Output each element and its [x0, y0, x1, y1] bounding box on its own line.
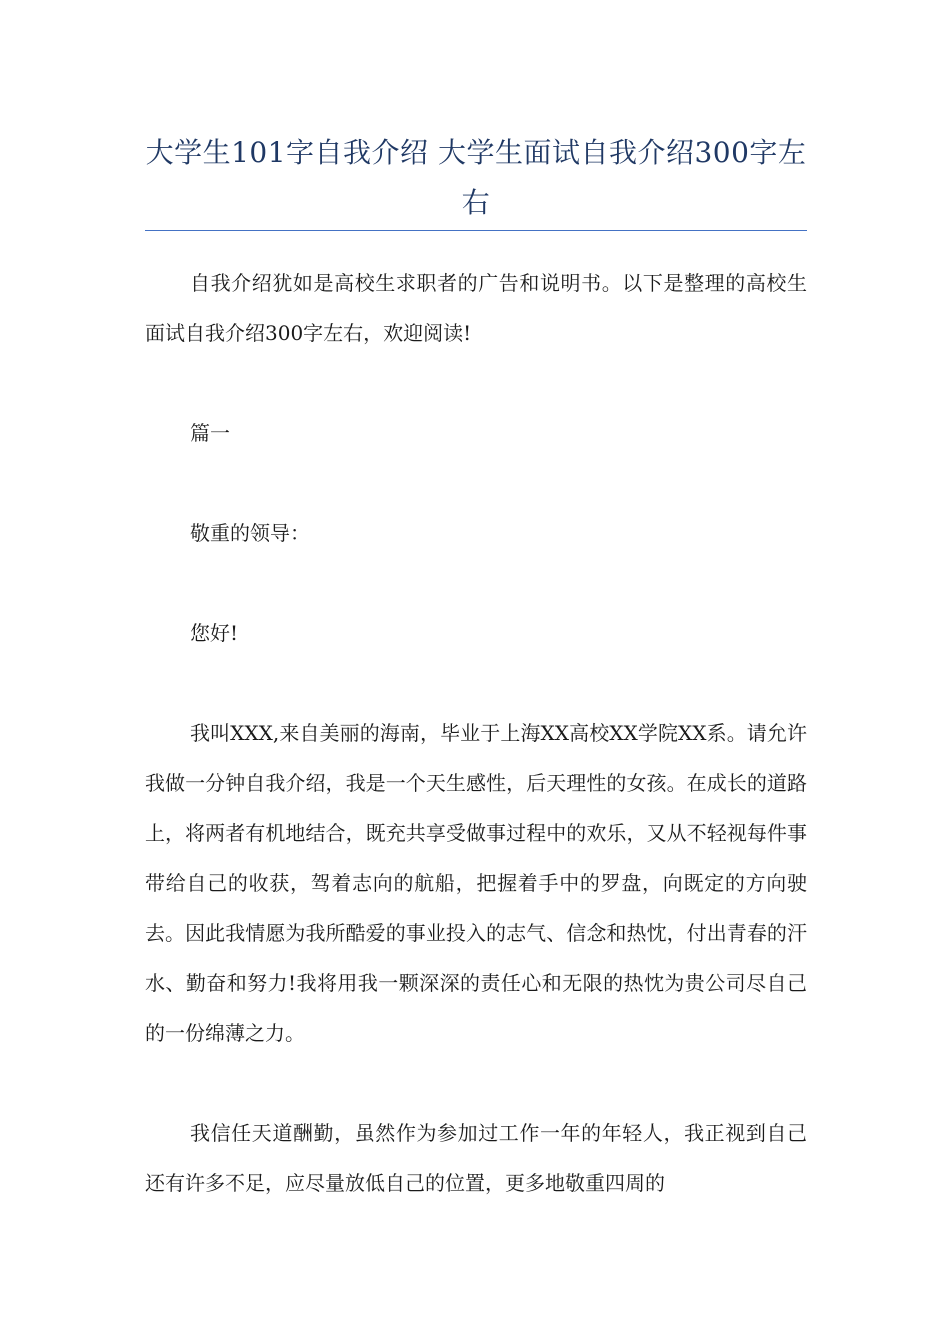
greeting: 您好! [190, 621, 239, 645]
body-paragraph: 我叫XXX,来自美丽的海南，毕业于上海XX高校XX学院XX系。请允许我做一分钟自我介绍，我是一个天生感性，后天理性的女孩。在成长的道路上，将两者有机地结合，既充共享受做事过程中的欢乐，又从不轻视每件事带给自己的收获，驾着志向的航船，把握着手中的罗盘，向既定的方向驶去。因此我情愿为我所酷爱的事业投入的志气、信念和热忱，付出青春的汗水、勤奋和努力!我将用我一颗深深的责任心和无限的热忱为贵公司尽自己的一份绵薄之力。 [145, 721, 807, 1045]
page-title: 大学生101字自我介绍 大学生面试自我介绍300字左右 [145, 136, 807, 219]
title-divider [145, 230, 807, 231]
section-heading: 篇一 [190, 421, 230, 445]
salutation: 敬重的领导： [190, 521, 310, 545]
body-paragraph: 我信任天道酬勤，虽然作为参加过工作一年的年轻人，我正视到自己还有许多不足，应尽量放低自己的位置，更多地敬重四周的 [145, 1121, 807, 1195]
intro-paragraph: 自我介绍犹如是高校生求职者的广告和说明书。以下是整理的高校生面试自我介绍300字左右，欢迎阅读! [145, 271, 807, 345]
